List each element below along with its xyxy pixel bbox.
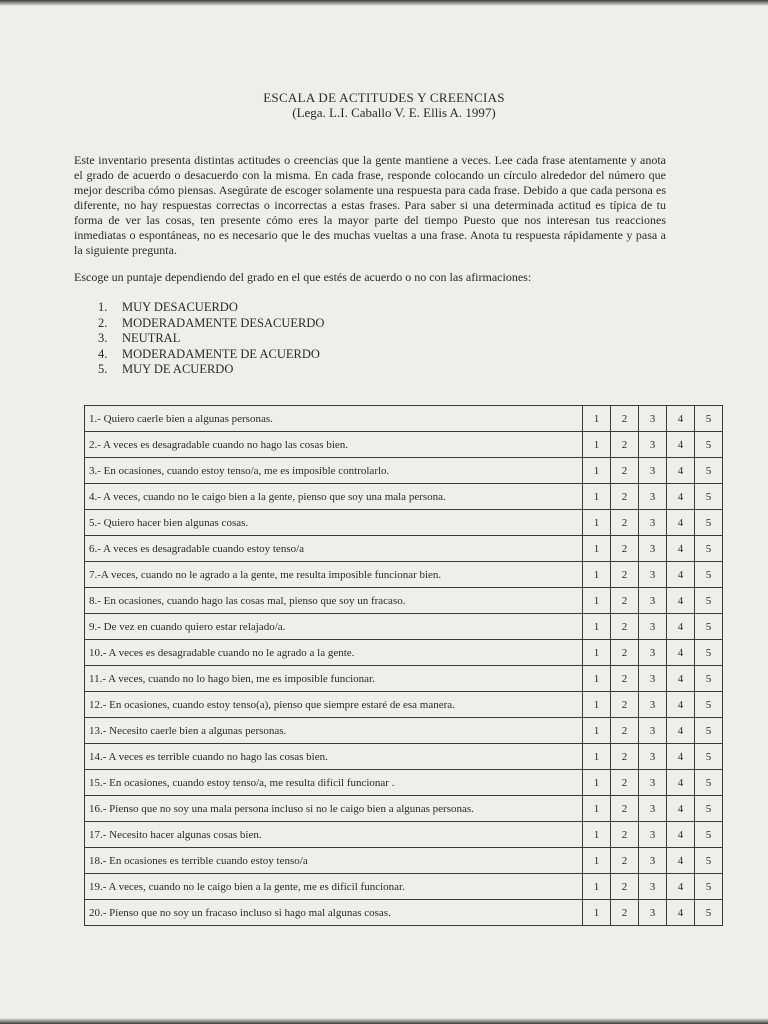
- scale-item: [98, 316, 324, 332]
- table-row: [85, 796, 723, 822]
- scale-number: 5.: [98, 362, 108, 376]
- item-statement: 1.- Quiero caerle bien a algunas personas.: [85, 406, 583, 432]
- rating-option-1[interactable]: 1: [583, 848, 611, 874]
- rating-option-2[interactable]: 2: [611, 640, 639, 666]
- document-title: ESCALA DE ACTITUDES Y CREENCIAS: [263, 90, 505, 105]
- item-statement: 11.- A veces, cuando no lo hago bien, me es imposible funcionar.: [85, 666, 583, 692]
- rating-option-2[interactable]: 2: [611, 588, 639, 614]
- table-row: [85, 744, 723, 770]
- rating-option-4[interactable]: 4: [667, 562, 695, 588]
- rating-option-4[interactable]: 4: [667, 406, 695, 432]
- item-statement: 7.-A veces, cuando no le agrado a la gente, me resulta imposible funcionar bien.: [85, 562, 583, 588]
- rating-option-3[interactable]: 3: [639, 484, 667, 510]
- item-statement: 15.- En ocasiones, cuando estoy tenso/a, me resulta difícil funcionar .: [85, 770, 583, 796]
- scale-number: 3.: [98, 331, 108, 345]
- table-row: [85, 666, 723, 692]
- rating-option-3[interactable]: 3: [639, 432, 667, 458]
- rating-option-5[interactable]: 5: [695, 848, 723, 874]
- rating-option-1[interactable]: 1: [583, 822, 611, 848]
- rating-scale-list: [98, 300, 324, 378]
- item-statement: 2.- A veces es desagradable cuando no hago las cosas bien.: [85, 432, 583, 458]
- rating-option-4[interactable]: 4: [667, 432, 695, 458]
- rating-option-3[interactable]: 3: [639, 666, 667, 692]
- scale-number: 1.: [98, 300, 108, 314]
- rating-option-2[interactable]: 2: [611, 484, 639, 510]
- table-row: [85, 822, 723, 848]
- table-row: [85, 718, 723, 744]
- rating-option-5[interactable]: 5: [695, 536, 723, 562]
- rating-option-4[interactable]: 4: [667, 718, 695, 744]
- scale-item: [98, 362, 324, 378]
- rating-option-5[interactable]: 5: [695, 432, 723, 458]
- rating-option-5[interactable]: 5: [695, 562, 723, 588]
- scale-label: MUY DE ACUERDO: [122, 362, 234, 376]
- item-statement: 8.- En ocasiones, cuando hago las cosas mal, pienso que soy un fracaso.: [85, 588, 583, 614]
- scale-item: [98, 300, 324, 316]
- rating-option-1[interactable]: 1: [583, 588, 611, 614]
- rating-option-2[interactable]: 2: [611, 718, 639, 744]
- rating-option-2[interactable]: 2: [611, 458, 639, 484]
- rating-option-4[interactable]: 4: [667, 822, 695, 848]
- rating-option-3[interactable]: 3: [639, 744, 667, 770]
- rating-option-5[interactable]: 5: [695, 692, 723, 718]
- rating-option-1[interactable]: 1: [583, 562, 611, 588]
- table-row: [85, 588, 723, 614]
- rating-option-2[interactable]: 2: [611, 510, 639, 536]
- scale-item: [98, 347, 324, 363]
- rating-option-4[interactable]: 4: [667, 484, 695, 510]
- rating-option-3[interactable]: 3: [639, 562, 667, 588]
- rating-option-5[interactable]: 5: [695, 406, 723, 432]
- item-statement: 18.- En ocasiones es terrible cuando estoy tenso/a: [85, 848, 583, 874]
- scan-edge-top: [0, 0, 768, 6]
- item-statement: 12.- En ocasiones, cuando estoy tenso(a), pienso que siempre estaré de esa manera.: [85, 692, 583, 718]
- rating-option-1[interactable]: 1: [583, 796, 611, 822]
- rating-option-2[interactable]: 2: [611, 562, 639, 588]
- rating-option-2[interactable]: 2: [611, 406, 639, 432]
- rating-option-1[interactable]: 1: [583, 510, 611, 536]
- rating-option-3[interactable]: 3: [639, 692, 667, 718]
- scale-label: MODERADAMENTE DESACUERDO: [122, 315, 325, 330]
- rating-option-2[interactable]: 2: [611, 874, 639, 900]
- rating-option-2[interactable]: 2: [611, 614, 639, 640]
- rating-option-3[interactable]: 3: [639, 536, 667, 562]
- rating-option-1[interactable]: 1: [583, 536, 611, 562]
- rating-option-4[interactable]: 4: [667, 796, 695, 822]
- rating-option-1[interactable]: 1: [583, 770, 611, 796]
- rating-option-1[interactable]: 1: [583, 458, 611, 484]
- table-row: [85, 640, 723, 666]
- rating-option-5[interactable]: 5: [695, 510, 723, 536]
- item-statement: 4.- A veces, cuando no le caigo bien a la gente, pienso que soy una mala persona.: [85, 484, 583, 510]
- rating-option-3[interactable]: 3: [639, 588, 667, 614]
- table-row: [85, 562, 723, 588]
- rating-option-3[interactable]: 3: [639, 718, 667, 744]
- scale-label: NEUTRAL: [122, 331, 181, 345]
- instruction-text: Escoge un puntaje dependiendo del grado en el que estés de acuerdo o no con las afirmaciones:: [74, 270, 532, 284]
- rating-option-2[interactable]: 2: [611, 666, 639, 692]
- table-row: [85, 406, 723, 432]
- rating-option-3[interactable]: 3: [639, 510, 667, 536]
- table-row: [85, 848, 723, 874]
- rating-option-1[interactable]: 1: [583, 692, 611, 718]
- rating-option-5[interactable]: 5: [695, 770, 723, 796]
- rating-option-4[interactable]: 4: [667, 536, 695, 562]
- rating-option-4[interactable]: 4: [667, 692, 695, 718]
- rating-option-5[interactable]: 5: [695, 900, 723, 926]
- rating-option-4[interactable]: 4: [667, 640, 695, 666]
- rating-option-5[interactable]: 5: [695, 874, 723, 900]
- scan-edge-bottom: [0, 1018, 768, 1024]
- intro-paragraph: Este inventario presenta distintas actitudes o creencias que la gente mantiene a veces. Lee cada frase atentamente y anota el grado de acuerdo o desacuerdo con la misma. En cada frase, responde colocando un círculo alrededor del número que mejor describa cómo piensas. Asegúrate de escoger solamente una respuesta para cada frase. Debido a que cada persona es diferente, no hay respuestas correctas o incorrectas a estas frases. Para saber si una determinada actitud es típica de tu forma de ver las cosas, ten presente cómo eres la mayor parte del tiempo Puesto que nos interesan tus reacciones inmediatas o espontáneas, no es necesario que le des muchas vueltas a una frase. Anota tu respuesta rápidamente y pasa a la siguiente pregunta.: [74, 153, 666, 257]
- rating-option-3[interactable]: 3: [639, 822, 667, 848]
- rating-option-1[interactable]: 1: [583, 718, 611, 744]
- rating-option-5[interactable]: 5: [695, 666, 723, 692]
- item-statement: 20.- Pienso que no soy un fracaso incluso si hago mal algunas cosas.: [85, 900, 583, 926]
- rating-option-4[interactable]: 4: [667, 666, 695, 692]
- rating-option-2[interactable]: 2: [611, 822, 639, 848]
- rating-option-2[interactable]: 2: [611, 796, 639, 822]
- rating-option-1[interactable]: 1: [583, 614, 611, 640]
- rating-option-5[interactable]: 5: [695, 744, 723, 770]
- rating-option-1[interactable]: 1: [583, 744, 611, 770]
- rating-option-5[interactable]: 5: [695, 640, 723, 666]
- scale-number: 4.: [98, 346, 108, 361]
- rating-option-3[interactable]: 3: [639, 770, 667, 796]
- table-row: [85, 458, 723, 484]
- rating-option-1[interactable]: 1: [583, 432, 611, 458]
- rating-option-5[interactable]: 5: [695, 822, 723, 848]
- item-statement: 19.- A veces, cuando no le caigo bien a la gente, me es difícil funcionar.: [85, 874, 583, 900]
- rating-option-2[interactable]: 2: [611, 536, 639, 562]
- rating-option-4[interactable]: 4: [667, 744, 695, 770]
- item-statement: 14.- A veces es terrible cuando no hago las cosas bien.: [85, 744, 583, 770]
- rating-option-4[interactable]: 4: [667, 458, 695, 484]
- rating-option-3[interactable]: 3: [639, 848, 667, 874]
- rating-option-3[interactable]: 3: [639, 874, 667, 900]
- table-row: [85, 614, 723, 640]
- item-statement: 13.- Necesito caerle bien a algunas personas.: [85, 718, 583, 744]
- rating-option-2[interactable]: 2: [611, 900, 639, 926]
- table-row: [85, 432, 723, 458]
- rating-option-5[interactable]: 5: [695, 614, 723, 640]
- rating-option-1[interactable]: 1: [583, 874, 611, 900]
- table-row: [85, 536, 723, 562]
- scale-label: MUY DESACUERDO: [122, 300, 238, 314]
- table-row: [85, 484, 723, 510]
- rating-option-5[interactable]: 5: [695, 484, 723, 510]
- questionnaire-table: [84, 405, 723, 926]
- rating-option-2[interactable]: 2: [611, 744, 639, 770]
- rating-option-3[interactable]: 3: [639, 796, 667, 822]
- rating-option-1[interactable]: 1: [583, 484, 611, 510]
- rating-option-4[interactable]: 4: [667, 874, 695, 900]
- rating-option-4[interactable]: 4: [667, 510, 695, 536]
- rating-option-1[interactable]: 1: [583, 900, 611, 926]
- item-statement: 16.- Pienso que no soy una mala persona incluso si no le caigo bien a algunas personas.: [85, 796, 583, 822]
- rating-option-4[interactable]: 4: [667, 614, 695, 640]
- rating-option-5[interactable]: 5: [695, 718, 723, 744]
- rating-option-2[interactable]: 2: [611, 432, 639, 458]
- rating-option-1[interactable]: 1: [583, 406, 611, 432]
- table-row: [85, 692, 723, 718]
- scale-label: MODERADAMENTE DE ACUERDO: [122, 346, 320, 361]
- rating-option-4[interactable]: 4: [667, 900, 695, 926]
- item-statement: 5.- Quiero hacer bien algunas cosas.: [85, 510, 583, 536]
- item-statement: 17.- Necesito hacer algunas cosas bien.: [85, 822, 583, 848]
- rating-option-4[interactable]: 4: [667, 770, 695, 796]
- rating-option-1[interactable]: 1: [583, 640, 611, 666]
- table-row: [85, 770, 723, 796]
- scale-number: 2.: [98, 315, 108, 330]
- rating-option-5[interactable]: 5: [695, 796, 723, 822]
- item-statement: 3.- En ocasiones, cuando estoy tenso/a, me es imposible controlarlo.: [85, 458, 583, 484]
- rating-option-5[interactable]: 5: [695, 588, 723, 614]
- rating-option-4[interactable]: 4: [667, 848, 695, 874]
- document-citation: (Lega. L.I. Caballo V. E. Ellis A. 1997): [292, 105, 496, 120]
- item-statement: 9.- De vez en cuando quiero estar relajado/a.: [85, 614, 583, 640]
- scale-item: [98, 331, 324, 347]
- rating-option-1[interactable]: 1: [583, 666, 611, 692]
- rating-option-3[interactable]: 3: [639, 640, 667, 666]
- rating-option-4[interactable]: 4: [667, 588, 695, 614]
- rating-option-3[interactable]: 3: [639, 406, 667, 432]
- rating-option-2[interactable]: 2: [611, 848, 639, 874]
- table-row: [85, 900, 723, 926]
- rating-option-3[interactable]: 3: [639, 900, 667, 926]
- rating-option-3[interactable]: 3: [639, 614, 667, 640]
- table-row: [85, 510, 723, 536]
- rating-option-2[interactable]: 2: [611, 692, 639, 718]
- rating-option-5[interactable]: 5: [695, 458, 723, 484]
- table-row: [85, 874, 723, 900]
- rating-option-3[interactable]: 3: [639, 458, 667, 484]
- rating-option-2[interactable]: 2: [611, 770, 639, 796]
- item-statement: 6.- A veces es desagradable cuando estoy tenso/a: [85, 536, 583, 562]
- item-statement: 10.- A veces es desagradable cuando no le agrado a la gente.: [85, 640, 583, 666]
